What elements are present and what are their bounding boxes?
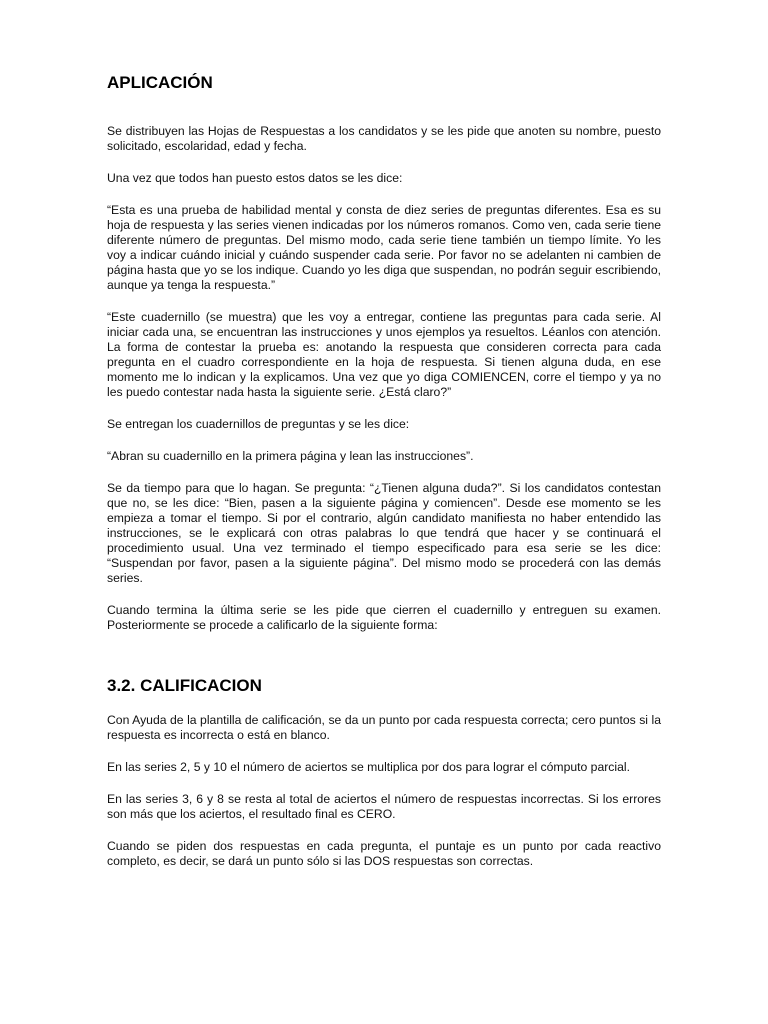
paragraph: “Abran su cuadernillo en la primera página y lean las instrucciones”. — [107, 449, 474, 463]
section-heading-aplicacion: APLICACIÓN — [107, 73, 213, 92]
paragraph: Una vez que todos han puesto estos datos se les dice: — [107, 171, 403, 185]
paragraph: Se distribuyen las Hojas de Respuestas a los candidatos y se les pide que anoten su nombre, puesto solicitado, escolaridad, edad y fecha. — [107, 124, 661, 153]
paragraph: Con Ayuda de la plantilla de calificación, se da un punto por cada respuesta correcta; cero puntos si la respuesta es incorrecta o está en blanco. — [107, 713, 661, 742]
paragraph: “Este cuadernillo (se muestra) que les voy a entregar, contiene las preguntas para cada serie. Al iniciar cada una, se encuentran las instrucciones y unos ejemplos ya resueltos. Léanlos con atención. La forma de contestar la prueba es: anotando la respuesta que consideren correcta para cada pregunta en el cuadro correspondiente en la hoja de respuesta. Si tienen alguna duda, en ese momento me lo indican y la explicamos. Una vez que yo diga COMIENCEN, corre el tiempo y ya no les puedo contestar nada hasta la siguiente serie. ¿Está claro?” — [107, 310, 661, 399]
paragraph: Cuando termina la última serie se les pide que cierren el cuadernillo y entreguen su examen. Posteriormente se procede a calificarlo de la siguiente forma: — [107, 603, 661, 632]
document-content — [107, 72, 661, 869]
paragraph: Cuando se piden dos respuestas en cada pregunta, el puntaje es un punto por cada reactivo completo, es decir, se dará un punto sólo si las DOS respuestas son correctas. — [107, 839, 661, 868]
paragraph: “Esta es una prueba de habilidad mental y consta de diez series de preguntas diferentes. Esa es su hoja de respuesta y las series vienen indicadas por los números romanos. Como ven, cada serie tiene diferente número de preguntas. Del mismo modo, cada serie tiene también un tiempo límite. Yo les voy a indicar cuándo inicial y cuándo suspender cada serie. Por favor no se adelanten ni cambien de página hasta que yo se los indique. Cuando yo les diga que suspendan, no podrán seguir escribiendo, aunque ya tenga la respuesta.” — [107, 203, 661, 292]
section-heading-calificacion: 3.2. CALIFICACION — [107, 676, 262, 695]
paragraph: Se entregan los cuadernillos de preguntas y se les dice: — [107, 417, 410, 431]
paragraph: En las series 2, 5 y 10 el número de aciertos se multiplica por dos para lograr el cómputo parcial. — [107, 760, 630, 774]
paragraph: Se da tiempo para que lo hagan. Se pregunta: “¿Tienen alguna duda?”. Si los candidatos contestan que no, se les dice: “Bien, pasen a la siguiente página y comiencen”. Desde ese momento se les empieza a tomar el tiempo. Si por el contrario, algún candidato manifiesta no haber entendido las instrucciones, se le explicará con otras palabras lo que tendrá que hacer y se continuará el procedimiento usual. Una vez terminado el tiempo especificado para esa serie se les dice: “Suspendan por favor, pasen a la siguiente página”. Del mismo modo se procederá con las demás series. — [107, 481, 661, 585]
paragraph: En las series 3, 6 y 8 se resta al total de aciertos el número de respuestas incorrectas. Si los errores son más que los aciertos, el resultado final es CERO. — [107, 792, 661, 821]
